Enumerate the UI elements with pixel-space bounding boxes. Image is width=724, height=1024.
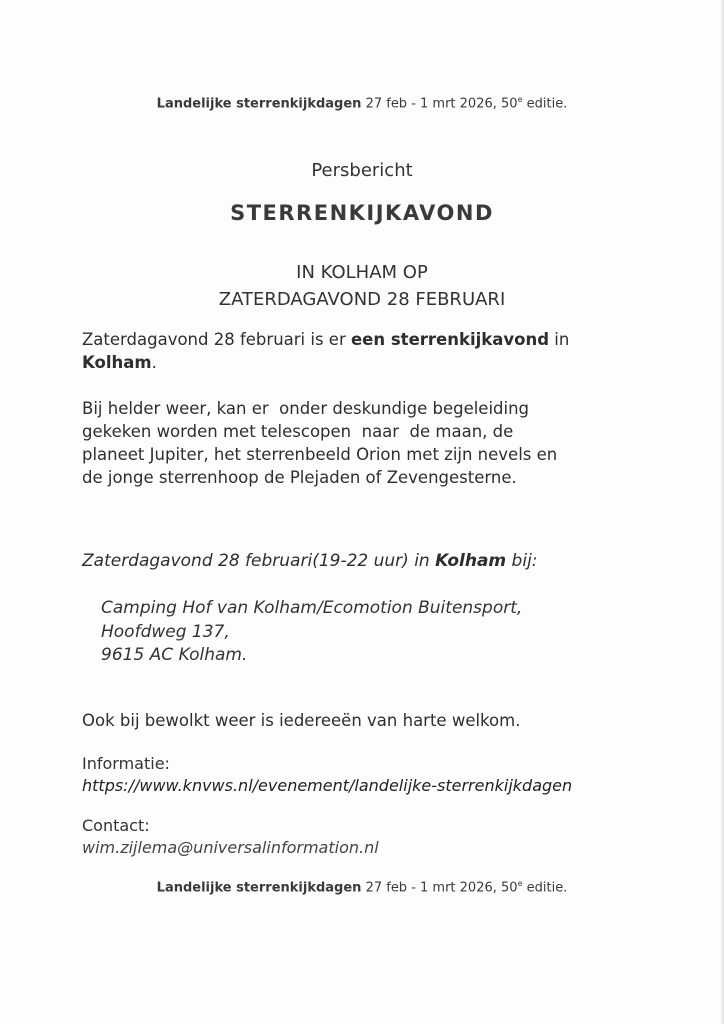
contact-label: Contact: (82, 816, 150, 835)
description-paragraph (82, 397, 642, 489)
footer-line (0, 879, 724, 895)
footer-event-name: Landelijke sterrenkijkdagen (156, 880, 362, 896)
intro-paragraph (82, 328, 642, 374)
press-label: Persbericht (311, 160, 413, 181)
header-edition-word: editie. (526, 96, 568, 112)
description-line-3: planeet Jupiter, het sterrenbeeld Orion met zijn nevels en (82, 445, 558, 464)
address-line-2: Hoofdweg 137, (101, 621, 230, 642)
when-paragraph (82, 550, 642, 573)
header-edition-sup: e (517, 95, 523, 104)
footer-edition-word: editie. (526, 880, 568, 896)
footer-dates: 27 feb - 1 mrt 2026, 50 (365, 880, 518, 896)
info-label: Informatie: (82, 754, 170, 773)
page-title: STERRENKIJKAVOND (230, 201, 494, 225)
intro-bold-2: Kolham (82, 353, 152, 372)
intro-part-1: Zaterdagavond 28 februari is er (82, 330, 351, 349)
address-line-1: Camping Hof van Kolham/Ecomotion Buitensport, (101, 598, 523, 618)
subtitle-line-2: ZATERDAGAVOND 28 FEBRUARI (218, 289, 506, 310)
contact-email-link[interactable]: wim.zijlema@universalinformation.nl (82, 838, 379, 857)
header-event-name: Landelijke sterrenkijkdagen (156, 96, 362, 112)
header-dates: 27 feb - 1 mrt 2026, 50 (365, 96, 518, 112)
description-line-1: Bij helder weer, kan er onder deskundige begeleiding (82, 399, 530, 418)
when-part-1: Zaterdagavond 28 februari(19-22 uur) in (82, 551, 436, 571)
description-line-4: de jonge sterrenhoop de Plejaden of Zevengesterne. (82, 468, 517, 487)
intro-bold-1: een sterrenkijkavond (350, 330, 550, 349)
header-line (0, 95, 724, 111)
when-bold: Kolham (435, 551, 507, 571)
address-block (101, 597, 522, 668)
footer-edition-sup: e (517, 879, 523, 888)
when-part-2: bij: (506, 551, 538, 571)
address-line-3: 9615 AC Kolham. (101, 645, 248, 665)
info-url-link[interactable]: https://www.knvws.nl/evenement/landelijke-sterrenkijkdagen (82, 776, 573, 795)
intro-part-2: in (549, 330, 570, 349)
description-line-2: gekeken worden met telescopen naar de maan, de (82, 422, 514, 441)
subtitle (0, 259, 724, 313)
welcome-paragraph: Ook bij bewolkt weer is iedereeën van harte welkom. (82, 711, 521, 730)
intro-part-3: . (151, 353, 157, 372)
subtitle-line-1: IN KOLHAM OP (296, 262, 428, 283)
